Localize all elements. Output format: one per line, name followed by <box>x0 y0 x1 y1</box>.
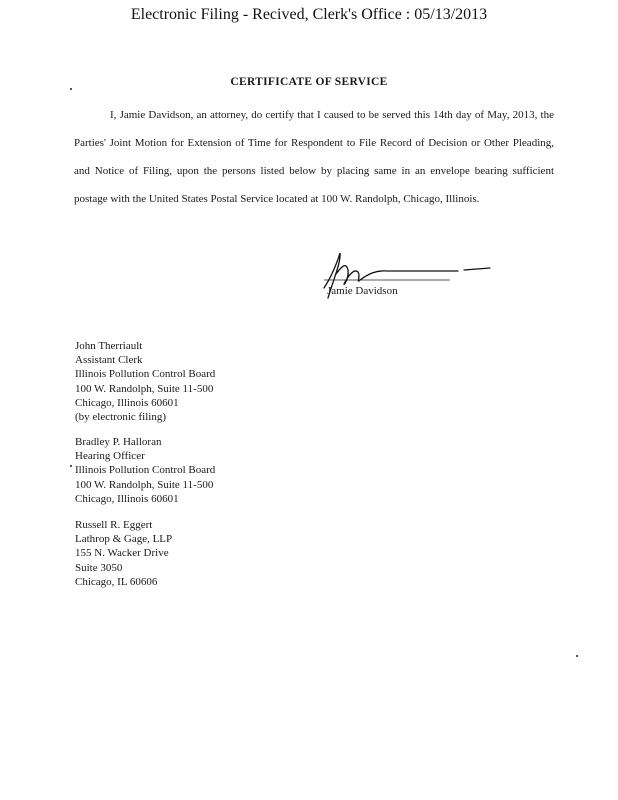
recipient-line: Chicago, Illinois 60601 <box>75 396 179 409</box>
signature-name: Jamie Davidson <box>327 285 398 297</box>
recipient-line: (by electronic filing) <box>75 411 167 424</box>
recipient-block <box>75 435 215 506</box>
filing-stamp-header: Electronic Filing - Recived, Clerk's Office : 05/13/2013 <box>130 6 488 23</box>
scan-speck <box>70 465 72 467</box>
recipient-line: Bradley P. Halloran <box>75 436 162 448</box>
recipient-line: Chicago, IL 60606 <box>75 575 158 588</box>
recipient-line: 155 N. Wacker Drive <box>75 547 169 560</box>
recipient-line: Illinois Pollution Control Board <box>75 368 216 381</box>
document-title: CERTIFICATE OF SERVICE <box>230 76 388 88</box>
scan-speck <box>576 655 578 657</box>
recipient-line: 100 W. Randolph, Suite 11-500 <box>75 382 214 395</box>
recipient-block <box>75 518 172 589</box>
recipient-line: Russell R. Eggert <box>75 519 153 531</box>
recipient-line: Hearing Officer <box>75 450 145 463</box>
recipient-line: John Therriault <box>75 340 143 352</box>
recipient-line: Chicago, Illinois 60601 <box>75 492 179 505</box>
scan-speck <box>70 88 72 90</box>
certificate-body <box>74 101 554 213</box>
recipient-line: 100 W. Randolph, Suite 11-500 <box>75 478 214 491</box>
recipient-block <box>75 339 215 424</box>
recipient-line: Suite 3050 <box>75 561 123 574</box>
recipient-line: Lathrop & Gage, LLP <box>75 533 173 546</box>
recipient-line: Illinois Pollution Control Board <box>75 464 216 477</box>
recipient-line: Assistant Clerk <box>75 354 143 367</box>
certificate-paragraph: I, Jamie Davidson, an attorney, do certify that I caused to be served this 14th day of May, 2013, the Parties' Joint Motion for Extension of Time for Respondent to File Record of Decision or Other Pleading, and Notice of Filing, upon the persons listed below by placing same in an envelope bearing sufficient postage with the United States Postal Service located at 100 W. Randolph, Chicago, Illinois. <box>74 109 554 205</box>
